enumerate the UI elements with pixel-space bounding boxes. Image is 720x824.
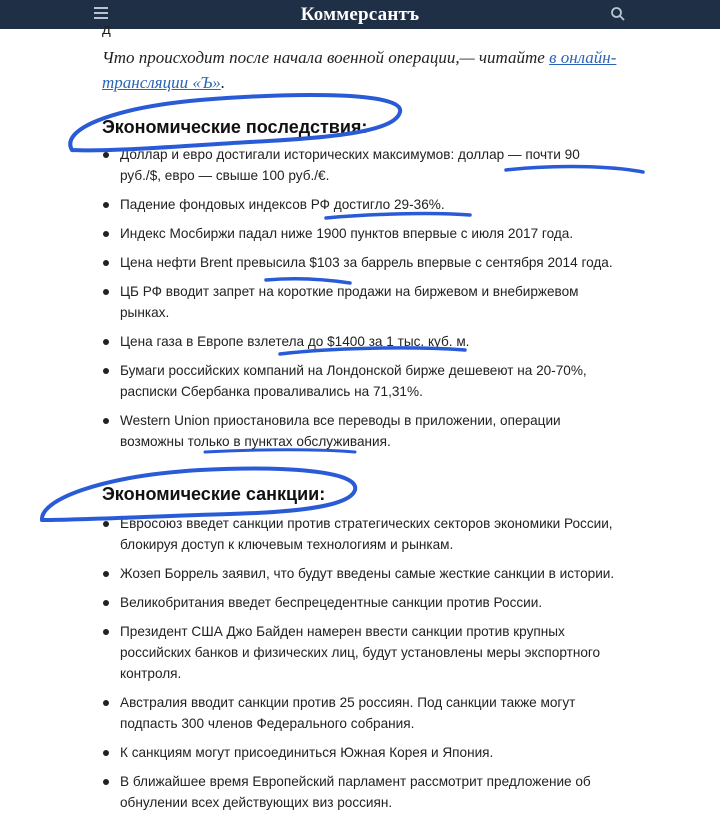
list-item: Цена нефти Brent превысила $103 за баррель впервые с сентября 2014 года. [102,252,622,273]
list-item: Western Union приостановила все переводы в приложении, операции возможны только в пунктах обслуживания. [102,410,622,452]
list-item: Австралия вводит санкции против 25 россиян. Под санкции также могут подпасть 300 членов Федерального собрания. [102,692,622,734]
partial-text: д [102,21,111,38]
list-item: К санкциям могут присоединиться Южная Корея и Япония. [102,742,622,763]
list-item: Доллар и евро достигали исторических максимумов: доллар — почти 90 руб./$, евро — свыше 100 руб./€. [102,144,622,186]
intro-end: . [220,73,226,92]
list-item: В ближайшее время Европейский парламент рассмотрит предложение об обнулении всех действующих виз россиян. [102,771,622,813]
live-link[interactable]: в онлайн-трансляции «Ъ» [102,48,617,92]
intro-text: Что происходит после начала военной операции,— читайте [102,48,550,67]
list-item: Падение фондовых индексов РФ достигло 29-36%. [102,194,622,215]
list-item: Бумаги российских компаний на Лондонской бирже дешевеют на 20-70%, расписки Сбербанка проваливались на 71,31%. [102,360,622,402]
list-item: Жозеп Боррель заявил, что будут введены самые жесткие санкции в истории. [102,563,622,584]
list-item: Евросоюз введет санкции против стратегических секторов экономики России, блокируя доступ к ключевым технологиям и рынкам. [102,513,622,555]
search-icon[interactable] [610,6,626,22]
list-item: Президент США Джо Байден намерен ввести санкции против крупных российских банков и физических лиц, будут установлены меры экспортного контроля. [102,621,622,684]
site-logo[interactable]: Коммерсантъ [300,3,420,25]
consequences-list [102,144,622,452]
section-title-consequences: Экономические последствия: [102,117,368,137]
section-title-sanctions: Экономические санкции: [102,484,326,504]
sanctions-list [102,513,622,813]
intro-paragraph [102,45,622,95]
list-item: Великобритания введет беспрецедентные санкции против России. [102,592,622,613]
article-content [0,21,720,824]
list-item: ЦБ РФ вводит запрет на короткие продажи на биржевом и внебиржевом рынках. [102,281,622,323]
hamburger-icon[interactable] [94,7,108,21]
list-item: Индекс Мосбиржи падал ниже 1900 пунктов впервые с июля 2017 года. [102,223,622,244]
list-item: Цена газа в Европе взлетела до $1400 за 1 тыс. куб. м. [102,331,622,352]
